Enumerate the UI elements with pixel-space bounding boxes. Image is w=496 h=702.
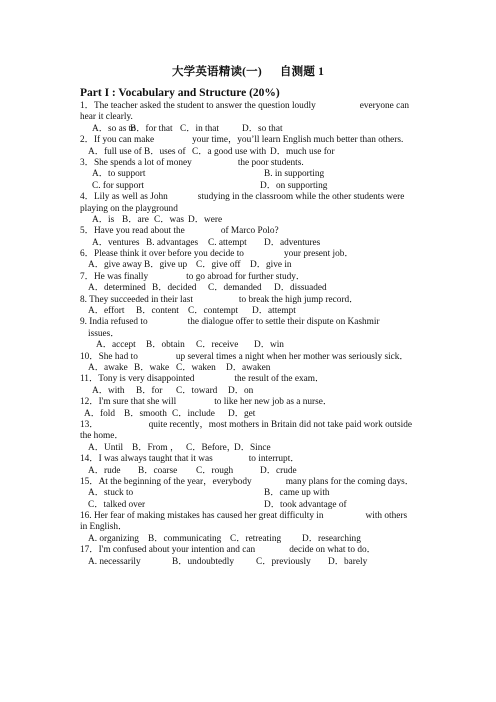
option-a[interactable]: A．so as to — [92, 123, 136, 134]
option-c[interactable]: C．contempt — [188, 306, 239, 317]
option-a[interactable]: A．give away — [88, 260, 142, 271]
option-b[interactable]: B．uses of — [144, 146, 186, 157]
answer-options — [80, 534, 424, 545]
answer-options — [80, 443, 424, 454]
option-a[interactable]: A. necessarily — [88, 556, 141, 567]
option-a[interactable]: A．effort — [88, 306, 125, 317]
option-c[interactable]: C．give off — [196, 260, 241, 271]
question-text: 13． quite recently，most mothers in Britain did not take paid work outside — [80, 419, 412, 430]
option-b[interactable]: B．for — [136, 385, 163, 396]
option-c[interactable]: C．waken — [176, 362, 216, 373]
option-b[interactable]: B．content — [136, 306, 179, 317]
option-c[interactable]: C. attempt — [208, 237, 247, 248]
option-c[interactable]: C．was — [154, 214, 184, 225]
option-c[interactable]: C. for support — [92, 180, 144, 191]
option-b[interactable]: B．smooth — [124, 408, 167, 419]
option-b[interactable]: B．are — [122, 214, 149, 225]
option-a[interactable]: A．rude — [88, 465, 121, 476]
option-d[interactable]: D．give in — [250, 260, 292, 271]
question-text: 9. India refused to the dialogue offer to settle their dispute on Kashmir — [80, 317, 380, 328]
option-b[interactable]: B. advantages — [146, 237, 199, 248]
option-d[interactable]: D．so that — [242, 123, 283, 134]
option-d[interactable]: D．Since — [234, 442, 271, 453]
option-d[interactable]: D．dissuaded — [274, 283, 327, 294]
answer-options — [80, 386, 424, 397]
option-b[interactable]: B. in supporting — [264, 169, 325, 180]
option-a[interactable]: A．is — [92, 214, 115, 225]
question-text: 12．I'm sure that she will to like her new job as a nurse． — [80, 397, 333, 408]
question-text-cont: hear it clearly. — [80, 112, 133, 123]
answer-options — [80, 169, 424, 180]
question-text: 16. Her fear of making mistakes has caused her great difficulty in with others — [80, 511, 408, 522]
option-c[interactable]: C．rough — [196, 465, 234, 476]
answer-options — [80, 260, 424, 271]
answer-options — [80, 466, 424, 477]
question-text: 8. They succeeded in their last to break the high jump record． — [80, 294, 359, 305]
answer-options — [80, 238, 424, 249]
answer-options — [80, 283, 424, 294]
answer-options — [80, 340, 424, 351]
option-b[interactable]: B．decided — [152, 283, 197, 294]
option-d[interactable]: D．crude — [260, 465, 297, 476]
option-a[interactable]: A．to support — [92, 169, 146, 180]
question-text-cont: the home． — [80, 431, 124, 442]
option-d[interactable]: D．were — [188, 214, 223, 225]
option-d[interactable]: D．on — [228, 385, 254, 396]
page-title — [0, 63, 496, 79]
option-d[interactable]: D．awaken — [226, 362, 271, 373]
answer-options — [80, 488, 424, 499]
option-a[interactable]: A．stuck to — [88, 488, 134, 499]
option-d[interactable]: D．much use for — [270, 146, 335, 157]
option-c[interactable]: C．a good use with — [192, 146, 267, 157]
question-text: 7．He was finally to go abroad for further study． — [80, 271, 306, 282]
question-text: 1．The teacher asked the student to answer the question loudly everyone can — [80, 101, 410, 111]
option-c[interactable]: C．receive — [196, 340, 239, 351]
question-text: 5．Have you read about the of Marco Polo? — [80, 226, 279, 237]
option-c[interactable]: C．in that — [180, 123, 219, 134]
option-b[interactable]: B．give up — [144, 260, 188, 271]
option-c[interactable]: C．Before， — [186, 442, 237, 453]
option-b[interactable]: B．From ， — [132, 442, 180, 453]
title-test: 自测题 1 — [279, 66, 325, 78]
option-a[interactable]: A．with — [92, 385, 125, 396]
option-c[interactable]: C．talked over — [88, 499, 146, 510]
option-b[interactable]: B．obtain — [146, 340, 185, 351]
question-list — [80, 101, 424, 568]
question-text-cont: in English． — [80, 522, 128, 533]
question-text: 11．Tony is very disappointed the result of the exam． — [80, 374, 325, 385]
option-b[interactable]: B．came up with — [264, 488, 330, 499]
option-c[interactable]: C．include — [172, 408, 215, 419]
option-c[interactable]: C．demanded — [208, 283, 262, 294]
option-d[interactable]: D．adventures — [264, 237, 321, 248]
option-c[interactable]: C．retreating — [230, 533, 282, 544]
option-d[interactable]: D．get — [228, 408, 256, 419]
option-d[interactable]: D．barely — [328, 556, 368, 567]
option-c[interactable]: C．previously — [256, 556, 311, 567]
option-d[interactable]: D．on supporting — [260, 180, 328, 191]
answer-options — [80, 181, 424, 192]
option-d[interactable]: D．win — [254, 340, 284, 351]
answer-options — [80, 306, 424, 317]
option-b[interactable]: B．coarse — [138, 465, 178, 476]
option-a[interactable]: A．determined — [88, 283, 146, 294]
option-a[interactable]: A．ventures — [92, 237, 140, 248]
title-course: 大学英语精读(一) — [171, 66, 262, 78]
answer-options — [80, 363, 424, 374]
option-d[interactable]: D．attempt — [252, 306, 296, 317]
option-b[interactable]: B．for that — [130, 123, 173, 134]
option-a[interactable]: A. organizing — [88, 533, 139, 544]
question-text: 14．I was always taught that it was to interrupt． — [80, 454, 300, 465]
answer-options — [80, 500, 424, 511]
option-d[interactable]: D．researching — [302, 533, 361, 544]
answer-options — [80, 409, 424, 420]
option-b[interactable]: B．undoubtedly — [172, 556, 234, 567]
option-a[interactable]: A．Until — [88, 442, 124, 453]
answer-options — [80, 147, 424, 158]
answer-options — [80, 557, 424, 568]
option-a[interactable]: A．full use of — [88, 146, 142, 157]
question-text: 10．She had to up several times a night when her mother was seriously sick． — [80, 351, 409, 362]
option-d[interactable]: D．took advantage of — [264, 499, 347, 510]
question-text: 15．At the beginning of the year，everybody many plans for the coming days． — [80, 476, 415, 487]
question-text: 2．If you can make your time，you’ll learn English much better than others. — [80, 135, 404, 146]
option-c[interactable]: C．toward — [176, 385, 218, 396]
question-text-cont: playing on the playground — [80, 203, 178, 214]
question-text: 6．Please think it over before you decide to your present job． — [80, 249, 354, 260]
option-a[interactable]: A．accept — [96, 340, 136, 351]
question-text: 17．I'm confused about your intention and can decide on what to do． — [80, 545, 376, 556]
option-a[interactable]: A．awake — [88, 362, 128, 373]
option-b[interactable]: B．wake — [134, 362, 170, 373]
question-text-cont: issues． — [88, 328, 120, 339]
section-heading: Part I : Vocabulary and Structure (20%) — [80, 87, 280, 99]
option-b[interactable]: B．communicating — [148, 533, 222, 544]
question-text: 3．She spends a lot of money the poor students. — [80, 157, 304, 168]
answer-options — [80, 215, 424, 226]
question-text: 4．Lily as well as John studying in the classroom while the other students were — [80, 192, 405, 203]
answer-options — [80, 124, 424, 135]
option-a[interactable]: A．fold — [84, 408, 115, 419]
